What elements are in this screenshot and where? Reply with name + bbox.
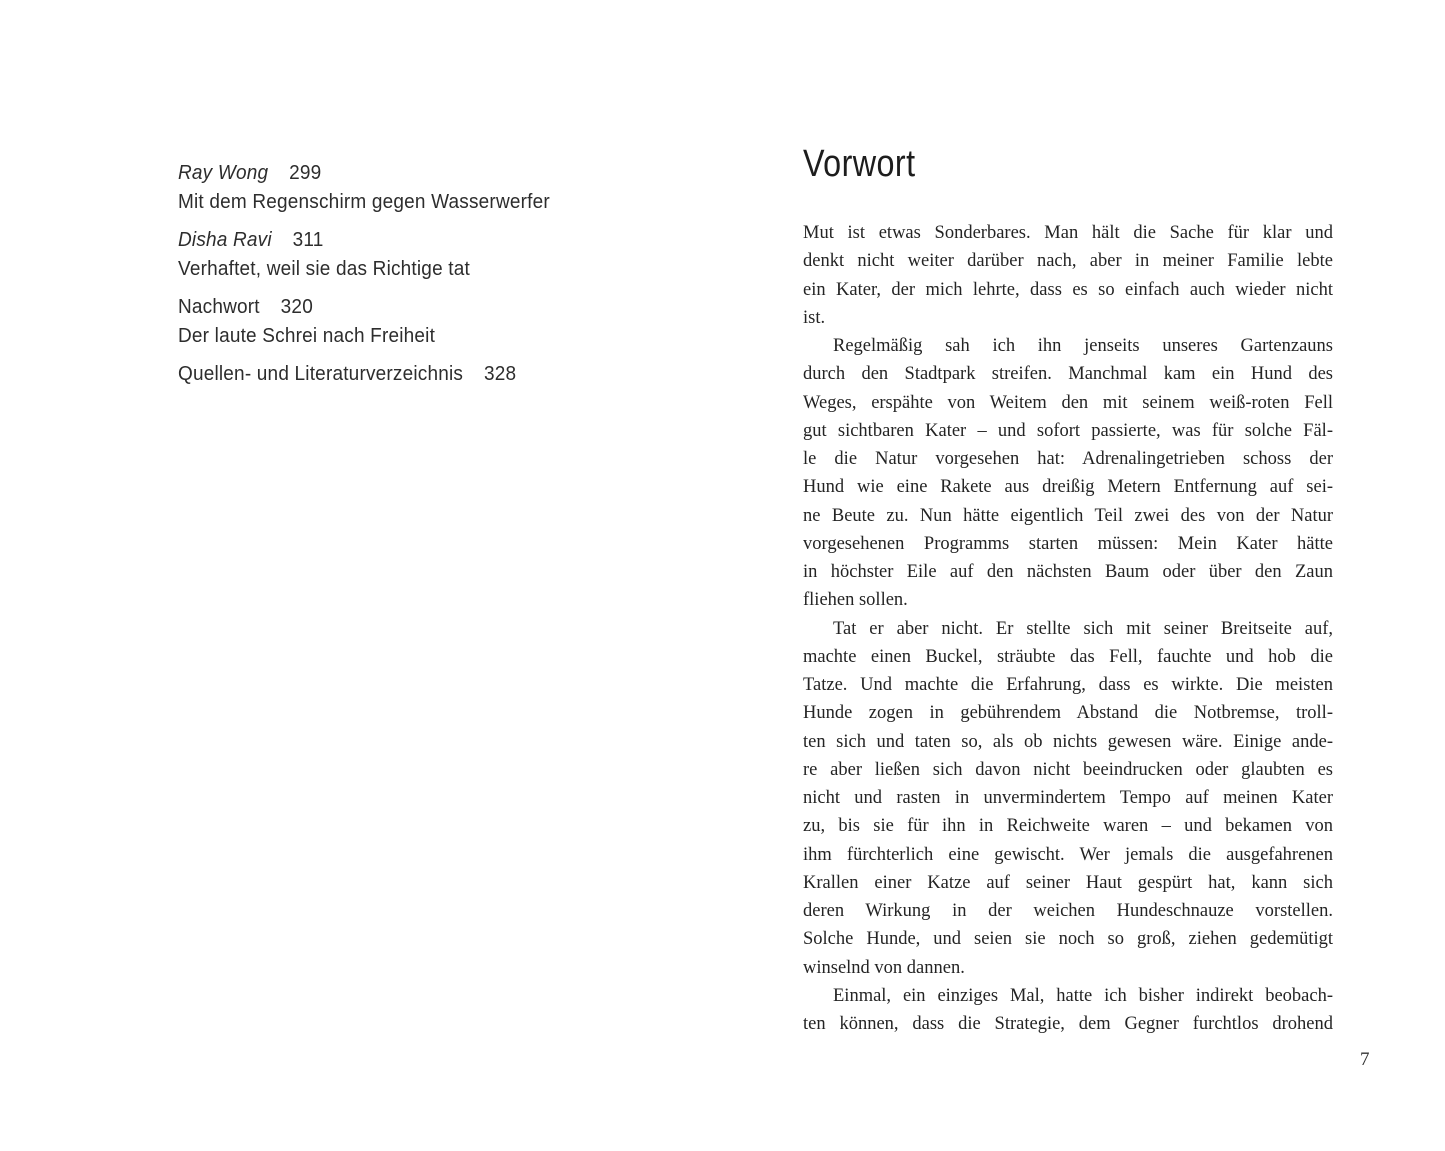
text-line: ist.: [803, 307, 826, 328]
toc-title-line: [178, 293, 596, 322]
toc-entry-subtitle: Verhaftet, weil sie das Richtige tat: [178, 258, 470, 280]
text-line: fliehen sollen.: [803, 590, 908, 611]
text-line: Regelmäßig sah ich ihn jenseits unseres Gartenzauns: [833, 336, 1333, 356]
text-line: le die Natur vorgesehen hat: Adrenalingetrieben schoss der: [803, 449, 1333, 469]
toc-title-line: [178, 159, 596, 188]
text-line: vorgesehenen Programms starten müssen: Mein Kater hätte: [803, 533, 1333, 554]
text-line: winselnd von dannen.: [803, 957, 965, 978]
toc-entry-page-number: 311: [292, 229, 324, 251]
text-line: Weges, erspähte von Weitem den mit seinem weiß-roten Fell: [803, 392, 1333, 413]
toc-title-line: [178, 226, 596, 255]
text-line: Krallen einer Katze auf seiner Haut gespürt hat, kann sich: [803, 872, 1333, 893]
toc-entry-name: Ray Wong: [178, 162, 269, 184]
text-line: ne Beute zu. Nun hätte eigentlich Teil zwei des von der Natur: [803, 505, 1333, 526]
toc-entry-name: Quellen- und Literaturverzeichnis: [178, 363, 464, 385]
toc-entry-page-number: 320: [280, 296, 313, 318]
text-line: ten können, dass die Strategie, dem Gegner furchtlos drohend: [803, 1014, 1333, 1034]
text-line: re aber ließen sich davon nicht beeindrucken oder glaubten es: [803, 759, 1333, 780]
toc-entry: [178, 360, 596, 389]
page-number: 7: [1360, 1049, 1370, 1070]
text-line: Einmal, ein einziges Mal, hatte ich bisher indirekt beobach-: [833, 985, 1333, 1006]
text-line: ein Kater, der mich lehrte, dass es so einfach auch wieder nicht: [803, 279, 1333, 300]
text-line: ten sich und taten so, als ob nichts gewesen wäre. Einige ande-: [803, 731, 1333, 752]
text-line: durch den Stadtpark streifen. Manchmal kam ein Hund des: [803, 364, 1333, 385]
toc-entry-page-number: 328: [483, 363, 517, 385]
toc-entry-name: Nachwort: [178, 296, 260, 318]
text-line: denkt nicht weiter darüber nach, aber in meiner Familie lebte: [803, 251, 1333, 272]
body-text: [803, 219, 1333, 1038]
toc-title-line: [178, 360, 596, 389]
toc-entry-name: Disha Ravi: [178, 229, 272, 251]
toc-entry: [178, 293, 596, 351]
text-line: in höchster Eile auf den nächsten Baum oder über den Zaun: [803, 562, 1333, 582]
text-line: Hunde zogen in gebührendem Abstand die Notbremse, troll-: [803, 703, 1333, 724]
text-line: Tat er aber nicht. Er stellte sich mit seiner Breitseite auf,: [833, 618, 1333, 639]
toc-entry-page-number: 299: [289, 162, 322, 184]
text-line: gut sichtbaren Kater – und sofort passierte, was für solche Fäl-: [803, 420, 1333, 441]
toc-entry: [178, 159, 596, 217]
chapter-heading: Vorwort: [803, 143, 916, 185]
toc-entry: [178, 226, 596, 284]
table-of-contents: [178, 159, 596, 398]
text-line: nicht und rasten in unvermindertem Tempo auf meinen Kater: [803, 788, 1333, 808]
text-line: zu, bis sie für ihn in Reichweite waren – und bekamen von: [803, 816, 1333, 837]
text-line: Solche Hunde, und seien sie noch so groß, ziehen gedemütigt: [803, 929, 1333, 950]
text-line: Tatze. Und machte die Erfahrung, dass es wirkte. Die meisten: [803, 675, 1333, 695]
text-line: Hund wie eine Rakete aus dreißig Metern Entfernung auf sei-: [803, 477, 1333, 498]
toc-entry-subtitle: Der laute Schrei nach Freiheit: [178, 325, 436, 347]
toc-entry-subtitle: Mit dem Regenschirm gegen Wasserwerfer: [178, 191, 550, 213]
text-line: deren Wirkung in der weichen Hundeschnauze vorstellen.: [803, 901, 1333, 921]
text-line: Mut ist etwas Sonderbares. Man hält die Sache für klar und: [803, 223, 1333, 243]
text-line: ihm fürchterlich eine gewischt. Wer jemals die ausgefahrenen: [803, 844, 1333, 865]
text-line: machte einen Buckel, sträubte das Fell, fauchte und hob die: [803, 646, 1333, 667]
